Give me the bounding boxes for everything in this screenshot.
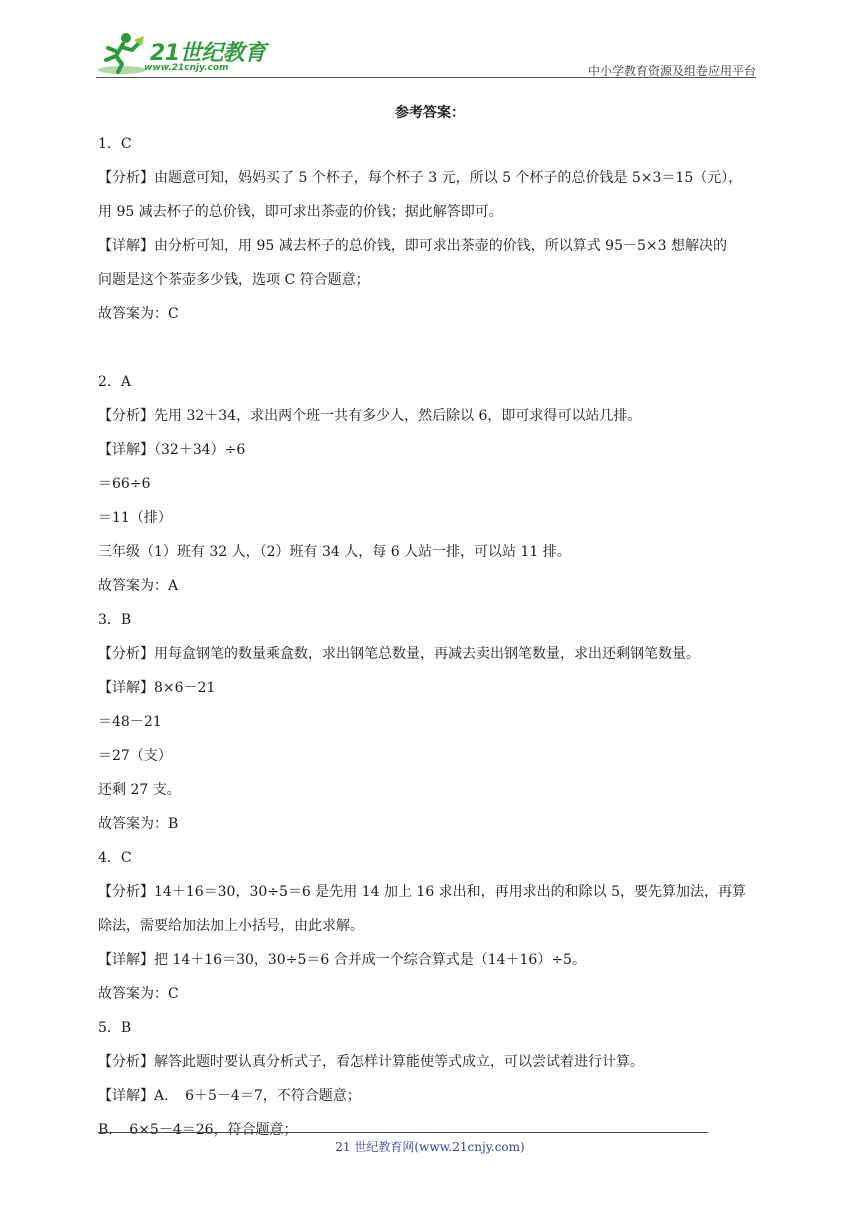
answer-content (98, 127, 770, 1147)
page-title: 参考答案： (395, 105, 465, 121)
header-divider (96, 77, 756, 78)
page-header (96, 30, 756, 78)
text-line: 问题是这个茶壶多少钱，选项 C 符合题意； (98, 272, 370, 288)
text-line: 1．C (98, 136, 132, 152)
text-line: 用 95 减去杯子的总价钱，即可求出茶壶的价钱；据此解答即可。 (98, 204, 503, 220)
footer-divider (98, 1132, 708, 1133)
platform-name: 中小学教育资源及组卷应用平台 (587, 64, 756, 78)
page-footer: 21 世纪教育网(www.21cnjy.com) (335, 1140, 525, 1154)
text-line: 【分析】用每盒钢笔的数量乘盒数，求出钢笔总数量，再减去卖出钢笔数量，求出还剩钢笔数量。 (98, 646, 700, 662)
text-line: ＝66÷6 (98, 476, 151, 492)
blank-line (98, 331, 770, 365)
logo-text: 21世纪教育 (150, 41, 266, 66)
text-line: 【分析】先用 32＋34，求出两个班一共有多少人，然后除以 6，即可求得可以站几排。 (98, 408, 642, 424)
text-line: 【详解】由分析可知，用 95 减去杯子的总价钱，即可求出茶壶的价钱，所以算式 95－5×3 想解决的 (98, 238, 727, 254)
text-line: B． 6×5－4＝26，符合题意； (98, 1122, 298, 1138)
text-line: 还剩 27 支。 (98, 782, 181, 798)
logo-url: www.21cnjy.com (144, 63, 229, 73)
text-line: 2．A (98, 374, 132, 390)
text-line: 三年级（1）班有 32 人，（2）班有 34 人，每 6 人站一排，可以站 11 排。 (98, 544, 571, 560)
text-line: 【分析】由题意可知，妈妈买了 5 个杯子，每个杯子 3 元，所以 5 个杯子的总价钱是 5×3＝15（元）， (98, 170, 743, 186)
site-logo (96, 30, 266, 78)
runner-logo-icon (96, 30, 148, 78)
text-line: 4．C (98, 850, 132, 866)
text-line: 除法，需要给加法加上小括号，由此求解。 (98, 918, 364, 934)
text-line: 【分析】解答此题时要认真分析式子，看怎样计算能使等式成立，可以尝试着进行计算。 (98, 1054, 644, 1070)
text-line: ＝27（支） (98, 748, 172, 764)
text-line: 故答案为：C (98, 306, 179, 322)
text-line: 故答案为：C (98, 986, 179, 1002)
text-line: 【分析】14＋16＝30，30÷5＝6 是先用 14 加上 16 求出和，再用求出的和除以 5，要先算加法，再算 (98, 884, 747, 900)
text-line: 【详解】8×6－21 (98, 680, 216, 696)
text-line: 【详解】A． 6＋5－4＝7，不符合题意； (98, 1088, 361, 1104)
text-line: 3．B (98, 612, 132, 628)
text-line: 【详解】（32＋34）÷6 (98, 442, 246, 458)
text-line: 5．B (98, 1020, 132, 1036)
text-line: ＝11（排） (98, 510, 172, 526)
text-line: 故答案为：A (98, 578, 179, 594)
text-line: ＝48－21 (98, 714, 162, 730)
text-line: 【详解】把 14＋16＝30，30÷5＝6 合并成一个综合算式是（14＋16）÷5。 (98, 952, 586, 968)
text-line: 故答案为：B (98, 816, 179, 832)
